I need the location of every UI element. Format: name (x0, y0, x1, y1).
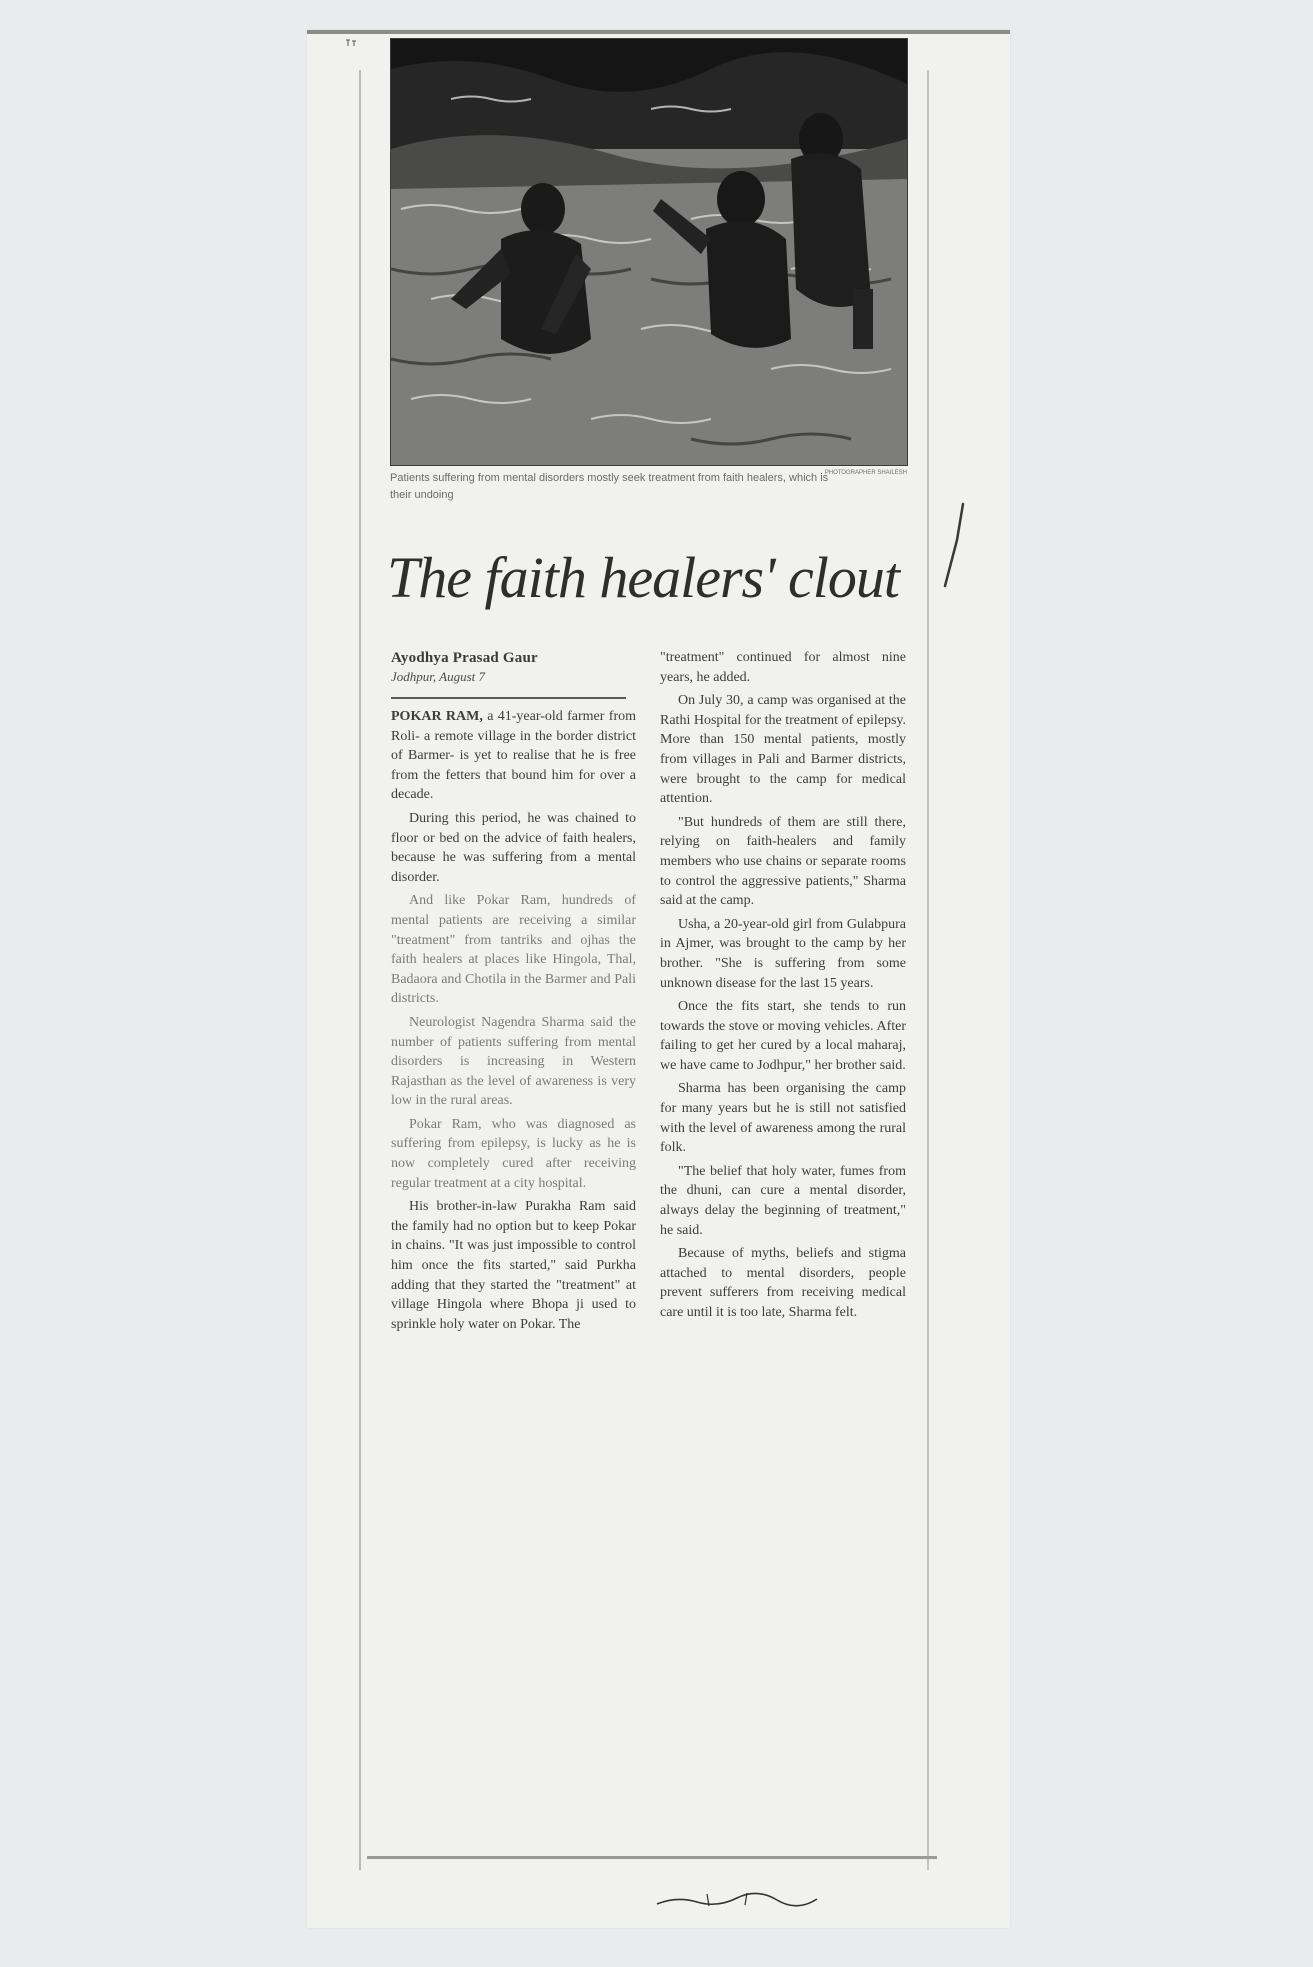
paragraph: And like Pokar Ram, hundreds of mental patients are receiving a similar "treatment" from tantriks and ojhas the faith healers at places like Hingola, Thal, Badaora and Chotila in the Barmer and Pali districts. (391, 893, 636, 1007)
paragraph: "treatment" continued for almost nine years, he added. (660, 650, 906, 685)
left-column-rule (359, 70, 361, 1870)
paragraph: Neurologist Nagendra Sharma said the number of patients suffering from mental disorders is increasing in Western Rajasthan as the level of awareness is very low in the rural areas. (391, 1014, 636, 1109)
paragraph: Because of myths, beliefs and stigma attached to mental disorders, people prevent sufferers from receiving medical care until it is too late, Sharma felt. (660, 1246, 906, 1320)
paragraph: Sharma has been organising the camp for many years but he is still not satisfied with the level of awareness among the rural folk. (660, 1081, 906, 1156)
photo-caption: Patients suffering from mental disorders mostly seek treatment from faith healers, which is their undoing (390, 472, 829, 501)
newspaper-clipping (307, 30, 1010, 1928)
photo-credit: PHOTOGRAPHER SHAILESH (824, 470, 907, 476)
dateline: Jodhpur, August 7 (391, 669, 486, 684)
top-rule (307, 30, 1010, 34)
lead-words: POKAR RAM, (391, 709, 483, 724)
paragraph: On July 30, a camp was organised at the Rathi Hospital for the treatment of epilepsy. More than 150 mental patients, mostly from villages in Pali and Barmer districts, were brought to the camp for medical attention. (660, 693, 906, 807)
byline-rule (391, 697, 626, 699)
paragraph: Usha, a 20-year-old girl from Gulabpura in Ajmer, was brought to the camp by her brother. "She is suffering from some unknown disease for the last 15 years. (660, 916, 906, 991)
paragraph: His brother-in-law Purakha Ram said the family had no option but to keep Pokar in chains. "It was just impossible to control him once the fits started," said Purkha adding that they started the "treatment" at village Hingola where Bhopa ji used to sprinkle holy water on Pokar. The (391, 1199, 636, 1332)
bottom-rule (367, 1856, 937, 1859)
paragraph: "The belief that holy water, fumes from the dhuni, can cure a mental disorder, always delay the beginning of treatment," he said. (660, 1163, 906, 1238)
article-column-1 (391, 650, 636, 1338)
paragraph: Once the fits start, she tends to run towards the stove or moving vehicles. After failing to get her cured by a local maharaj, we have came to Jodhpur," her brother said. (660, 999, 906, 1073)
news-photo (390, 38, 908, 466)
byline: Ayodhya Prasad Gaur (391, 650, 538, 666)
paragraph: "But hundreds of them are still there, relying on faith-healers and family members who use chains or separate rooms to control the aggressive patients," Sharma said at the camp. (660, 814, 906, 909)
photo-illustration (391, 39, 907, 465)
right-column-rule (927, 70, 929, 1870)
corner-mark (345, 38, 357, 48)
article-headline: The faith healers' clout (387, 545, 899, 610)
paragraph: Pokar Ram, who was diagnosed as suffering from epilepsy, is lucky as he is now completely cured after receiving regular treatment at a city hospital. (391, 1116, 636, 1191)
paragraph: During this period, he was chained to floor or bed on the advice of faith healers, because he was suffering from a mental disorder. (391, 810, 636, 885)
paragraph: POKAR RAM, a 41-year-old farmer from Roli- a remote village in the border district of Barmer- is yet to realise that he is free from the fetters that bound him for over a decade. (391, 709, 636, 803)
pen-mark (937, 500, 967, 590)
article-column-2 (660, 648, 906, 1327)
handwritten-scribble (647, 1890, 827, 1910)
